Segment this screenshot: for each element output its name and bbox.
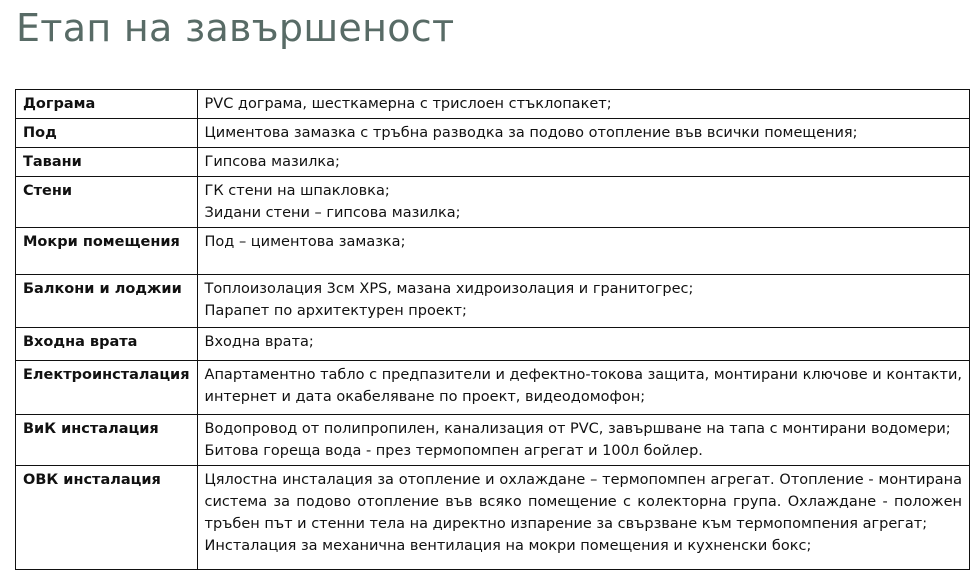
row-value <box>197 415 970 466</box>
table-row-hvac <box>16 466 970 570</box>
row-value <box>197 275 970 328</box>
row-value <box>197 148 970 177</box>
table-row-balconies <box>16 275 970 328</box>
table-row-plumbing <box>16 415 970 466</box>
value-line: PVC дограма, шесткамерна с трислоен стъклопакет; <box>204 96 612 112</box>
value-line: Гипсова мазилка; <box>204 154 340 170</box>
row-label: Електроинсталация <box>16 361 198 415</box>
value-line: Водопровод от полипропилен, канализация от PVC, завършване на тапа с монтирани водомери; <box>204 421 951 437</box>
table-row-ceilings <box>16 148 970 177</box>
value-line: Апартаментно табло с предпазители и дефектно-токова защита, монтирани ключове и контакти, <box>204 367 963 383</box>
row-value <box>197 228 970 275</box>
value-line: Зидани стени – гипсова мазилка; <box>204 205 461 221</box>
value-line: ГК стени на шпакловка; <box>204 183 390 199</box>
value-line: Инсталация за механична вентилация на мокри помещения и кухненски бокс; <box>204 538 812 554</box>
table-row-walls <box>16 177 970 228</box>
table-row-floor <box>16 119 970 148</box>
row-label: Стени <box>16 177 198 228</box>
table-row-wet-rooms <box>16 228 970 275</box>
row-label: Дограма <box>16 90 198 119</box>
value-line: Под – циментова замазка; <box>204 234 406 250</box>
row-label: ОВК инсталация <box>16 466 198 570</box>
value-line: Парапет по архитектурен проект; <box>204 303 467 319</box>
row-value <box>197 119 970 148</box>
row-label: ВиК инсталация <box>16 415 198 466</box>
row-label: Входна врата <box>16 328 198 361</box>
row-label: Балкони и лоджии <box>16 275 198 328</box>
value-line: Топлоизолация 3см XPS, мазана хидроизолация и гранитогрес; <box>204 281 694 297</box>
table-row-entrance-door <box>16 328 970 361</box>
value-line: Битова гореща вода - през термопомпен агрегат и 100л бойлер. <box>204 443 703 459</box>
row-value <box>197 466 970 570</box>
row-label: Тавани <box>16 148 198 177</box>
row-value <box>197 361 970 415</box>
table-row-joinery <box>16 90 970 119</box>
page-title: Етап на завършеност <box>16 6 455 50</box>
row-value <box>197 328 970 361</box>
table-row-electrical <box>16 361 970 415</box>
value-line: Циментова замазка с тръбна разводка за подово отопление във всички помещения; <box>204 125 858 141</box>
row-label: Под <box>16 119 198 148</box>
row-value <box>197 90 970 119</box>
value-line: Входна врата; <box>204 334 314 350</box>
completion-stage-table <box>15 89 970 570</box>
row-label: Мокри помещения <box>16 228 198 275</box>
value-paragraph: Цялостна инсталация за отопление и охлаждане – термопомпен агрегат. Отопление - монтирана система за подово отопление във всяко помещение с колекторна група. Охлаждане - положен тръбен път и стенни тела на директно изпарение за свързване към термопомпения агрегат; <box>204 472 963 532</box>
row-value <box>197 177 970 228</box>
value-line: интернет и дата окабеляване по проект, видеодомофон; <box>204 389 646 405</box>
